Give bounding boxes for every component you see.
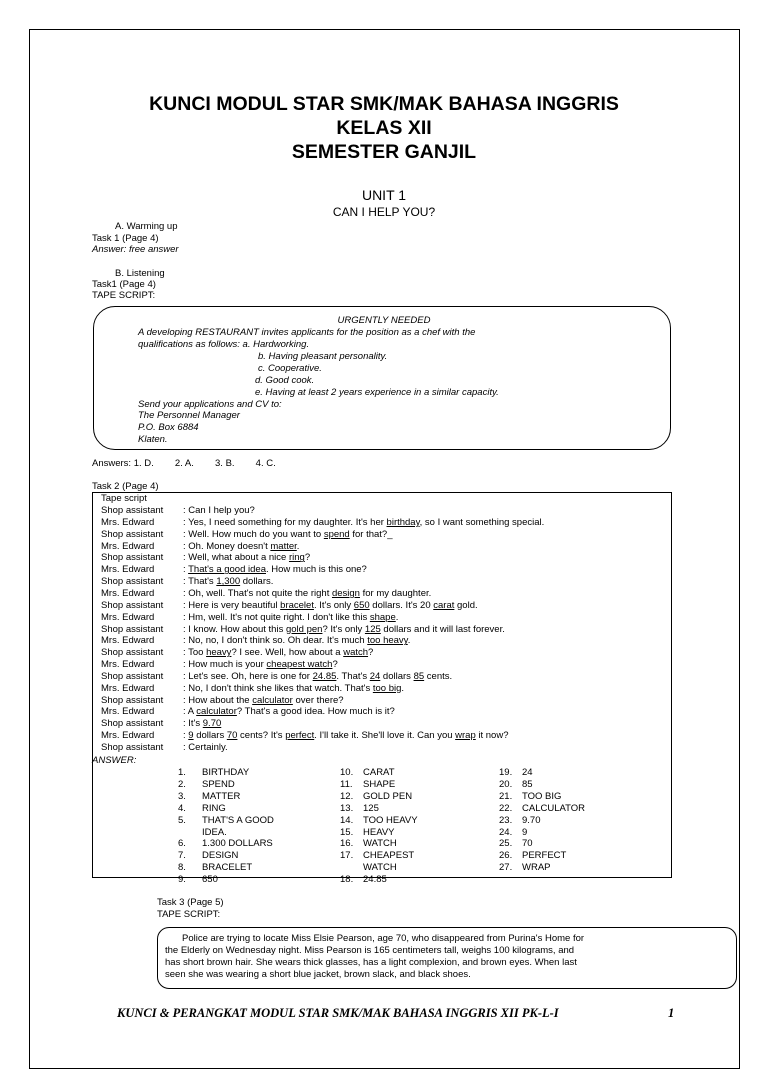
dialogue-speaker: Shop assistant xyxy=(101,647,164,659)
dialogue-line: : Yes, I need something for my daughter. It's her birthday, so I want something special. xyxy=(183,516,545,528)
dialogue-line: : No, no, I don't think so. Oh dear. It's much too heavy. xyxy=(183,635,411,647)
answer-text: HEAVY xyxy=(363,826,395,838)
footer-page-number: 1 xyxy=(668,1006,675,1020)
task3-line-2: the Elderly on Wednesday night. Miss Pearson is 165 centimeters tall, weighs 100 kilograms, and xyxy=(165,945,575,956)
dialogue-line: : Certainly. xyxy=(183,742,228,753)
dialogue-line: : How about the calculator over there? xyxy=(183,694,344,706)
dialogue-line: : Can I help you? xyxy=(183,505,255,516)
answer-text: TOO BIG xyxy=(522,790,562,802)
answer-number: 7. xyxy=(178,850,186,862)
answer-number: 4. xyxy=(178,802,186,814)
answer-text: 125 xyxy=(363,802,379,814)
advert-line-9: P.O. Box 6884 xyxy=(138,422,199,433)
dialogue-line: : 9 dollars 70 cents? It's perfect. I'll take it. She'll love it. Can you wrap it now? xyxy=(183,730,509,742)
document-title-line-2: KELAS XII xyxy=(336,117,432,139)
answer-text: 650 xyxy=(202,874,218,886)
answer-text: RING xyxy=(202,802,226,814)
answer-text: 70 xyxy=(522,838,533,850)
dialogue-line: : Too heavy? I see. Well, how about a watch? xyxy=(183,647,374,659)
answer-number: 21. xyxy=(499,790,513,802)
dialogue-speaker: Shop assistant xyxy=(101,623,164,635)
answer-number: 16. xyxy=(340,838,354,850)
task3-heading: Task 3 (Page 5) xyxy=(157,897,224,908)
section-b-tape-label: TAPE SCRIPT: xyxy=(92,290,156,301)
answer-number: 24. xyxy=(499,826,513,838)
answer-text: 1.300 DOLLARS xyxy=(202,838,273,850)
answer-text: 9.70 xyxy=(522,814,541,826)
section-a-task: Task 1 (Page 4) xyxy=(92,233,159,244)
dialogue-speaker: Mrs. Edward xyxy=(101,706,155,718)
dialogue-speaker: Shop assistant xyxy=(101,670,164,682)
answer-text: CARAT xyxy=(363,767,395,778)
answer-text: WATCH xyxy=(363,838,397,850)
advert-line-3: b. Having pleasant personality. xyxy=(258,351,388,362)
dialogue-speaker: Mrs. Edward xyxy=(101,682,155,694)
answer-number: 10. xyxy=(340,767,354,778)
dialogue-line: : It's 9.70 xyxy=(183,718,222,730)
advert-line-1: A developing RESTAURANT invites applicants for the position as a chef with the xyxy=(138,327,476,338)
dialogue-speaker: Mrs. Edward xyxy=(101,635,155,647)
footer-text: KUNCI & PERANGKAT MODUL STAR SMK/MAK BAHASA INGGRIS XII PK-L-I xyxy=(117,1006,559,1020)
dialogue-line: : I know. How about this gold pen? It's only 125 dollars and it will last forever. xyxy=(183,623,505,635)
dialogue-line: : Hm, well. It's not quite right. I don't like this shape. xyxy=(183,611,399,623)
answer-number: 26. xyxy=(499,850,513,862)
answer-number: 17. xyxy=(340,850,354,862)
answer-text: PERFECT xyxy=(522,850,567,862)
dialogue-speaker: Mrs. Edward xyxy=(101,540,155,552)
dialogue-speaker: Shop assistant xyxy=(101,718,164,730)
answer-number: 19. xyxy=(499,767,513,778)
dialogue-speaker: Shop assistant xyxy=(101,505,164,516)
answer-number: 5. xyxy=(178,814,186,826)
answer-number: 6. xyxy=(178,838,186,850)
unit-subtitle: CAN I HELP YOU? xyxy=(332,205,436,219)
task3-line-1: Police are trying to locate Miss Elsie Pearson, age 70, who disappeared from Purina's Home for xyxy=(182,933,585,944)
answer-text: WATCH xyxy=(363,862,397,874)
dialogue-line: : Let's see. Oh, here is one for 24.85. That's 24 dollars 85 cents. xyxy=(183,670,453,682)
dialogue-line: : Well, what about a nice ring? xyxy=(183,552,311,564)
answer-text: 9 xyxy=(522,826,528,838)
answer-number: 13. xyxy=(340,802,354,814)
dialogue-speaker: Mrs. Edward xyxy=(101,659,155,671)
dialogue-line: : Oh, well. That's not quite the right design for my daughter. xyxy=(183,587,432,599)
answer-text: MATTER xyxy=(202,790,241,802)
answer-text: WRAP xyxy=(522,862,551,874)
answer-number: 22. xyxy=(499,802,513,814)
task2-tape-script-label: Tape script xyxy=(101,493,147,504)
dialogue-speaker: Shop assistant xyxy=(101,528,164,540)
task2-answer-label: ANSWER: xyxy=(92,755,137,766)
dialogue-line: : That's a good idea. How much is this one? xyxy=(183,564,367,576)
dialogue-speaker: Shop assistant xyxy=(101,694,164,706)
answer-text: BIRTHDAY xyxy=(202,767,250,778)
task2-heading: Task 2 (Page 4) xyxy=(92,481,159,492)
answer-text: 24 xyxy=(522,767,533,778)
answer-number: 14. xyxy=(340,814,354,826)
answer-text: TOO HEAVY xyxy=(363,814,418,826)
dialogue-line: : Here is very beautiful bracelet. It's only 650 dollars. It's 20 carat gold. xyxy=(183,599,478,611)
answer-text: BRACELET xyxy=(202,862,253,874)
advert-line-8: The Personnel Manager xyxy=(138,410,240,421)
dialogue-speaker: Shop assistant xyxy=(101,576,164,588)
dialogue-speaker: Mrs. Edward xyxy=(101,730,155,742)
dialogue-line: : A calculator? That's a good idea. How much is it? xyxy=(183,706,395,718)
answer-text: 24.85 xyxy=(363,874,387,886)
dialogue-line: : Oh. Money doesn't matter. xyxy=(183,540,300,552)
advert-line-2: qualifications as follows: a. Hardworking. xyxy=(138,339,310,350)
answer-text: SHAPE xyxy=(363,778,396,790)
task3-line-3: has short brown hair. She wears thick glasses, has a light complexion, and brown eyes. When last xyxy=(165,957,577,968)
advert-line-6: e. Having at least 2 years experience in a similar capacity. xyxy=(255,387,499,398)
answer-number: 11. xyxy=(340,778,353,790)
task3-line-4: seen she was wearing a short blue jacket, brown slack, and black shoes. xyxy=(165,969,471,980)
answer-number: 1. xyxy=(178,767,186,778)
answer-number: 18. xyxy=(340,874,354,886)
answer-number: 15. xyxy=(340,826,354,838)
answer-text: 85 xyxy=(522,778,533,790)
answer-number: 20. xyxy=(499,778,513,790)
dialogue-speaker: Shop assistant xyxy=(101,742,164,753)
dialogue-speaker: Mrs. Edward xyxy=(101,611,155,623)
dialogue-line: : How much is your cheapest watch? xyxy=(183,659,338,671)
task1-answers: Answers: 1. D. 2. A. 3. B. 4. C. xyxy=(92,458,276,469)
dialogue-speaker: Shop assistant xyxy=(101,552,164,564)
advert-line-7: Send your applications and CV to: xyxy=(138,399,282,410)
answer-number: 2. xyxy=(178,778,186,790)
advert-line-10: Klaten. xyxy=(138,434,168,445)
document-title-line-3: SEMESTER GANJIL xyxy=(291,141,477,163)
section-b-task: Task1 (Page 4) xyxy=(92,279,156,290)
document-title-line-1: KUNCI MODUL STAR SMK/MAK BAHASA INGGRIS xyxy=(149,93,619,115)
answer-number: 23. xyxy=(499,814,513,826)
answer-text: GOLD PEN xyxy=(363,790,413,802)
answer-number: 8. xyxy=(178,862,186,874)
answer-text: SPEND xyxy=(202,778,235,790)
advert-heading: URGENTLY NEEDED xyxy=(337,315,431,326)
dialogue-speaker: Shop assistant xyxy=(101,599,164,611)
answer-text: THAT'S A GOOD xyxy=(202,814,274,826)
dialogue-speaker: Mrs. Edward xyxy=(101,587,155,599)
dialogue-line: : That's 1,300 dollars. xyxy=(183,576,274,588)
answer-number: 27. xyxy=(499,862,513,874)
dialogue-line: : Well. How much do you want to spend for that?_ xyxy=(183,528,393,540)
unit-heading: UNIT 1 xyxy=(361,187,407,203)
answer-text: CHEAPEST xyxy=(363,850,415,862)
advert-line-5: d. Good cook. xyxy=(255,375,315,386)
section-a-answer: Answer: free answer xyxy=(92,244,179,255)
dialogue-speaker: Mrs. Edward xyxy=(101,516,155,528)
section-a-heading: A. Warming up xyxy=(115,221,178,232)
answer-text: IDEA. xyxy=(202,826,227,838)
section-b-heading: B. Listening xyxy=(115,268,165,279)
answer-text: DESIGN xyxy=(202,850,239,862)
dialogue-speaker: Mrs. Edward xyxy=(101,564,155,576)
dialogue-line: : No, I don't think she likes that watch. That's too big. xyxy=(183,682,405,694)
answer-number: 9. xyxy=(178,874,186,886)
answer-number: 3. xyxy=(178,790,186,802)
task3-tape-label: TAPE SCRIPT: xyxy=(157,909,221,920)
answer-number: 25. xyxy=(499,838,513,850)
advert-line-4: c. Cooperative. xyxy=(258,363,322,374)
answer-text: CALCULATOR xyxy=(522,802,585,814)
answer-number: 12. xyxy=(340,790,354,802)
